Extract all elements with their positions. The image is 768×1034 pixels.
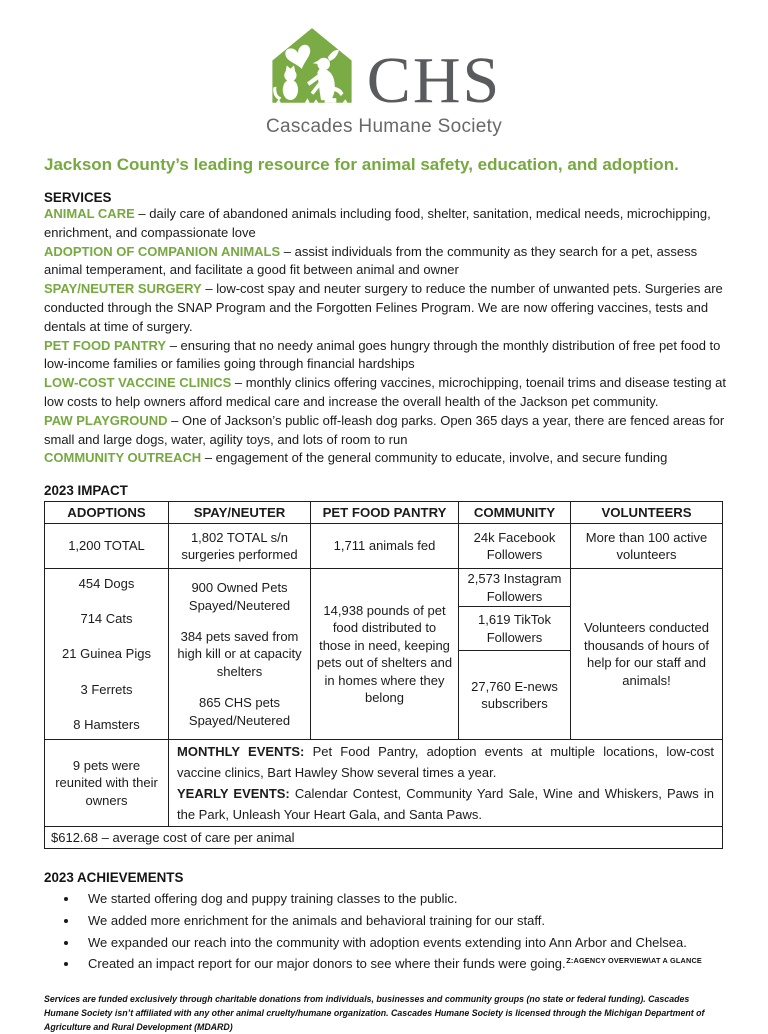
service-description: – daily care of abandoned animals including food, shelter, sanitation, medical needs, microchipping, enrichment, and compassionate love: [44, 206, 711, 240]
logo-org-name: Cascades Humane Society: [265, 116, 503, 137]
adoptions-ferrets: 3 Ferrets: [80, 681, 133, 697]
impact-table: [44, 501, 723, 849]
service-item-adoption: [44, 243, 728, 281]
adoptions-dogs: 454 Dogs: [78, 576, 135, 592]
page-headline: Jackson County’s leading resource for animal safety, education, and adoption.: [44, 155, 679, 174]
cell-spay-breakdown: [169, 569, 311, 740]
adoptions-guinea-pigs: 21 Guinea Pigs: [62, 646, 151, 662]
service-name: SPAY/NEUTER SURGERY: [44, 281, 202, 297]
cell-volunteers-total: More than 100 active volunteers: [571, 524, 723, 569]
service-description: – assist individuals from the community as they search for a pet, assess animal temperament, and facilitate a good fit between animal and owner: [44, 243, 698, 278]
service-item-animal-care: [44, 205, 728, 243]
achievement-item: • We added more enrichment for the animals and behavioral training for our staff.: [79, 912, 728, 931]
cell-pets-reunited: 9 pets were reunited with their owners: [45, 740, 169, 827]
service-description: – monthly clinics offering vaccines, microchipping, toenail trims and disease testing at low costs to help owners afford medical care and increase the overall health of the Jackson pet community.: [44, 375, 727, 409]
service-item-pet-food-pantry: [44, 337, 728, 375]
achievement-item: • We expanded our reach into the community with adoption events extending into Ann Arbor and Chelsea.: [79, 934, 728, 953]
service-description: – engagement of the general community to educate, involve, and secure funding: [204, 450, 668, 466]
service-name: LOW-COST VACCINE CLINICS: [44, 375, 232, 391]
yearly-events-label: YEARLY EVENTS:: [177, 786, 290, 802]
impact-cost-row: [45, 827, 723, 849]
services-title: SERVICES: [44, 190, 112, 205]
cell-enews-subscribers: 27,760 E-news subscribers: [459, 651, 571, 740]
column-header-pet-food-pantry: PET FOOD PANTRY: [311, 502, 459, 524]
impact-detail-row-1: [45, 569, 723, 607]
service-description: – ensuring that no needy animal goes hungry through the monthly distribution of free pet food to low-income families or families going through financial hardships: [44, 337, 721, 372]
funding-disclaimer: Services are funded exclusively through charitable donations from individuals, businesses and community groups (no state or federal funding). Cascades Humane Society isn’t affiliated with any other animal cruelty/humane organization. Cascades Humane Society is licensed through the Michigan Department of Agriculture and Rural Development (MDARD): [44, 993, 705, 1032]
impact-title: 2023 IMPACT: [44, 483, 128, 499]
cell-average-cost: $612.68 – average cost of care per animal: [45, 827, 723, 849]
column-header-volunteers: VOLUNTEERS: [571, 502, 723, 524]
cell-adoptions-total: 1,200 TOTAL: [45, 524, 169, 569]
yearly-events: [177, 783, 714, 825]
column-header-community: COMMUNITY: [459, 502, 571, 524]
cell-facebook-followers: 24k Facebook Followers: [459, 524, 571, 569]
cell-volunteers-detail: Volunteers conducted thousands of hours of help for our staff and animals!: [571, 569, 723, 740]
monthly-events: [177, 741, 714, 783]
cell-pantry-total: 1,711 animals fed: [311, 524, 459, 569]
service-name: PAW PLAYGROUND: [44, 412, 168, 428]
logo-acronym: CHS: [366, 44, 502, 118]
cell-pantry-detail: 14,938 pounds of pet food distributed to those in need, keeping pets out of shelters and in homes where they belong: [311, 569, 459, 740]
service-item-paw-playground: [44, 412, 728, 450]
cell-instagram-followers: 2,573 Instagram Followers: [459, 569, 571, 607]
service-item-vaccine-clinics: [44, 374, 728, 412]
cell-spay-total: 1,802 TOTAL s/n surgeries performed: [169, 524, 311, 569]
impact-header-row: [45, 502, 723, 524]
column-header-spay-neuter: SPAY/NEUTER: [169, 502, 311, 524]
achievement-item: • Created an impact report for our major donors to see where their funds were going.: [79, 955, 728, 974]
service-item-spay-neuter: [44, 280, 728, 336]
service-name: ADOPTION OF COMPANION ANIMALS: [44, 243, 281, 259]
service-name: PET FOOD PANTRY: [44, 337, 167, 353]
logo-row: [267, 22, 502, 118]
cell-events: [169, 740, 723, 827]
achievements-title: 2023 ACHIEVEMENTS: [44, 870, 184, 886]
yearly-events-text: Calendar Contest, Community Yard Sale, Wine and Whiskers, Paws in the Park, Unleash Your Heart Gala, and Santa Paws.: [177, 786, 714, 823]
monthly-events-label: MONTHLY EVENTS:: [177, 744, 305, 760]
service-description: – low-cost spay and neuter surgery to reduce the number of unwanted pets. Surgeries are conducted through the SNAP Program and the Forgotten Felines Program. We are now offering vaccines, tests and dentals at time of surgery.: [44, 281, 723, 334]
service-description: – One of Jackson’s public off-leash dog parks. Open 365 days a year, there are fenced areas for small and large dogs, water, agility toys, and lots of room to run: [44, 412, 725, 447]
spay-pets-saved: 384 pets saved from high kill or at capacity shelters: [177, 628, 302, 679]
service-name: COMMUNITY OUTREACH: [44, 450, 202, 466]
cell-tiktok-followers: 1,619 TikTok Followers: [459, 607, 571, 651]
file-reference: Z:AGENCY OVERVIEW\AT A GLANCE: [566, 956, 702, 965]
impact-totals-row: [45, 524, 723, 569]
achievement-item: • We started offering dog and puppy training classes to the public.: [79, 890, 728, 909]
spay-owned-pets: 900 Owned Pets Spayed/Neutered: [188, 580, 291, 613]
service-item-community-outreach: [44, 449, 728, 468]
service-name: ANIMAL CARE: [44, 206, 135, 221]
chs-house-pets-icon: [267, 22, 357, 113]
adoptions-hamsters: 8 Hamsters: [73, 716, 140, 732]
column-header-adoptions: ADOPTIONS: [45, 502, 169, 524]
adoptions-cats: 714 Cats: [80, 611, 133, 627]
monthly-events-text: Pet Food Pantry, adoption events at multiple locations, low-cost vaccine clinics, Bart Hawley Show several times a year.: [177, 744, 714, 781]
cell-adoptions-breakdown: [45, 569, 169, 740]
spay-chs-pets: 865 CHS pets Spayed/Neutered: [188, 695, 291, 728]
chs-logo: [0, 0, 768, 138]
impact-events-row: [45, 740, 723, 827]
